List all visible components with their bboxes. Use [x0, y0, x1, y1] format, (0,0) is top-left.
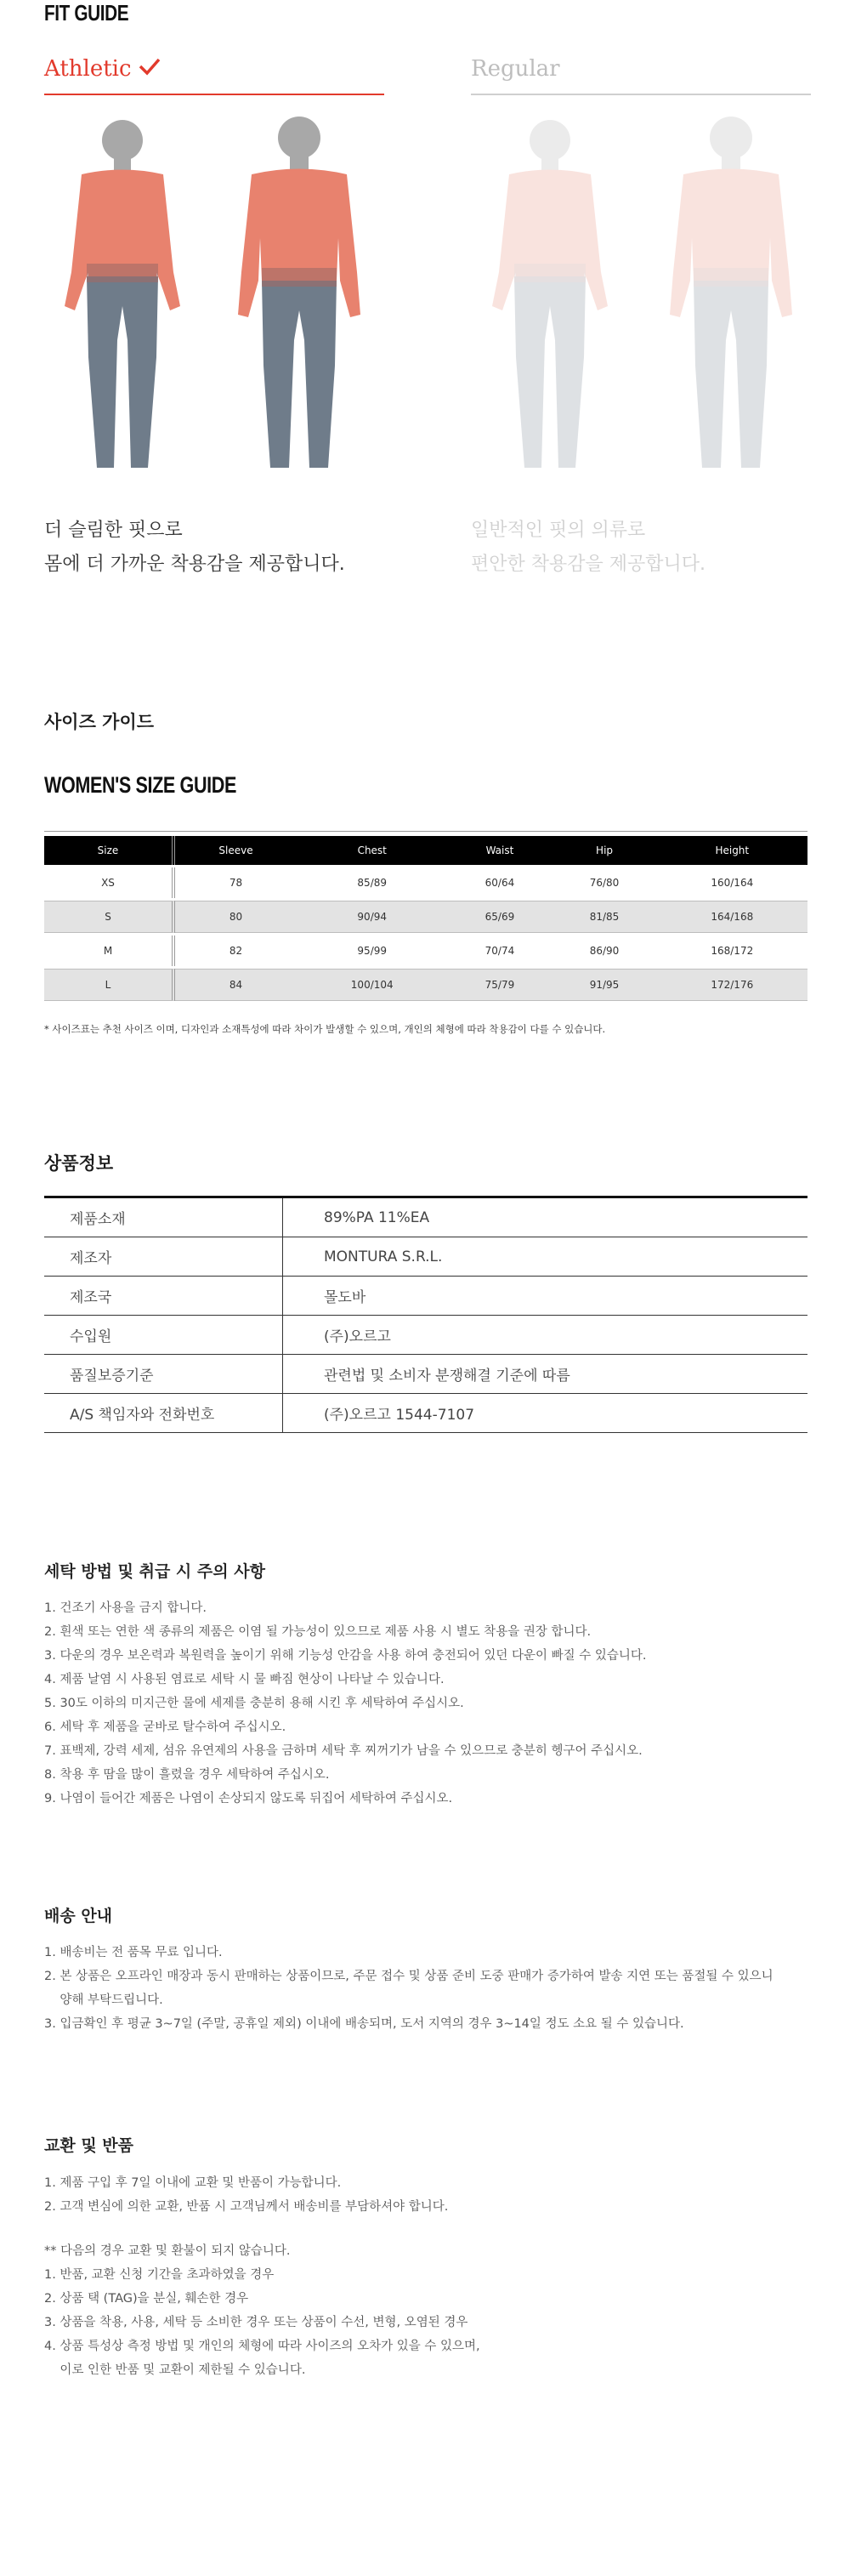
table-row	[44, 901, 808, 933]
col-header: Waist	[447, 836, 552, 865]
table-cell: 76/80	[589, 877, 620, 889]
table-cell: 160/164	[711, 877, 754, 889]
athletic-description: 더 슬림한 핏으로 몸에 더 가까운 착용감을 제공합니다.	[44, 520, 345, 575]
shipping-heading: 배송 안내	[44, 1907, 113, 1925]
col-header: Size	[44, 836, 175, 865]
product-info-table	[44, 1196, 808, 1433]
list-item: 1. 배송비는 전 품목 무료 입니다.	[44, 1946, 223, 1959]
table-cell: 82	[229, 945, 243, 957]
check-icon	[139, 57, 161, 76]
size-guide-heading: 사이즈 가이드	[44, 712, 155, 732]
table-cell: 100/104	[297, 969, 447, 1001]
info-value: 89%PA 11%EA	[324, 1208, 430, 1226]
fit-figures	[44, 111, 808, 485]
table-cell: 65/69	[447, 901, 552, 933]
table-row	[44, 1316, 808, 1355]
info-key: 제품소재	[44, 1198, 283, 1237]
table-cell: 168/172	[711, 945, 754, 957]
tab-athletic-label: Athletic	[44, 56, 132, 82]
table-row	[44, 1198, 808, 1237]
list-item: 양해 부탁드립니다.	[44, 1993, 163, 2007]
table-cell: L	[44, 969, 175, 1001]
list-item: 6. 세탁 후 제품을 굳바로 탈수하여 주십시오.	[44, 1720, 286, 1734]
info-value: 관련법 및 소비자 분쟁해결 기준에 따름	[324, 1368, 570, 1385]
list-item: 8. 착용 후 땀을 많이 흘렸을 경우 세탁하여 주십시오.	[44, 1768, 330, 1782]
size-note: * 사이즈표는 추천 사이즈 이며, 디자인과 소재특성에 따라 차이가 발생할 수 있으며, 개인의 체형에 따라 착용감이 다를 수 있습니다.	[44, 1023, 606, 1035]
table-cell: 91/95	[552, 969, 657, 1001]
size-table-header	[44, 836, 808, 865]
size-table-top-rule	[44, 831, 808, 832]
info-key: 제조국	[44, 1277, 283, 1315]
table-row	[44, 867, 808, 898]
info-value: (주)오르고	[324, 1328, 391, 1345]
athletic-female-figure	[65, 120, 180, 468]
returns-exceptions-list	[44, 2239, 480, 2382]
table-row	[44, 969, 808, 1001]
table-cell: 86/90	[589, 945, 620, 957]
tab-athletic[interactable]	[44, 48, 384, 95]
regular-female-figure	[492, 120, 608, 468]
table-row	[44, 1237, 808, 1277]
list-item: 1. 건조기 사용을 금지 합니다.	[44, 1601, 207, 1615]
info-value: (주)오르고 1544-7107	[324, 1407, 475, 1424]
info-value: 몰도바	[324, 1289, 366, 1306]
list-item: 1. 반품, 교환 신청 기간을 초과하였을 경우	[44, 2268, 275, 2282]
table-cell: 90/94	[297, 901, 447, 933]
regular-description: 일반적인 핏의 의류로 편안한 착용감을 제공합니다.	[471, 520, 706, 575]
list-item: 2. 본 상품은 오프라인 매장과 동시 판매하는 상품이므로, 주문 접수 및 상품 준비 도중 판매가 증가하여 발송 지연 또는 품절될 수 있으니	[44, 1970, 774, 1983]
table-cell: 84	[175, 969, 297, 1001]
info-key: 품질보증기준	[44, 1355, 283, 1393]
table-cell: 75/79	[447, 969, 552, 1001]
info-key: 제조자	[44, 1237, 283, 1276]
product-info-heading: 상품정보	[44, 1153, 114, 1174]
tab-athletic-underline	[44, 94, 384, 95]
col-header: Height	[657, 836, 808, 865]
list-item: 3. 상품을 착용, 사용, 세탁 등 소비한 경우 또는 상품이 수선, 변형, 오염된 경우	[44, 2316, 468, 2329]
table-cell: 172/176	[657, 969, 808, 1001]
tab-regular-label: Regular	[471, 56, 560, 82]
list-item: 5. 30도 이하의 미지근한 물에 세제를 충분히 용해 시킨 후 세탁하여 주십시오.	[44, 1697, 464, 1710]
washing-list	[44, 1596, 647, 1811]
col-header: Hip	[552, 836, 657, 865]
table-cell: M	[44, 935, 175, 966]
list-item: 3. 다운의 경우 보온력과 복원력을 높이기 위해 기능성 안감을 사용 하여 충전되어 있던 다운이 빠질 수 있습니다.	[44, 1649, 647, 1663]
table-cell: 81/85	[552, 901, 657, 933]
fit-guide-title: FIT GUIDE	[44, 0, 129, 26]
table-row	[44, 935, 808, 966]
list-item: 2. 상품 택 (TAG)을 분실, 훼손한 경우	[44, 2292, 249, 2306]
list-item: 3. 입금확인 후 평균 3~7일 (주말, 공휴일 제외) 이내에 배송되며, 도서 지역의 경우 3~14일 정도 소요 될 수 있습니다.	[44, 2017, 684, 2031]
tab-regular-underline	[471, 94, 811, 95]
table-cell: XS	[44, 867, 175, 898]
list-item: 2. 고객 변심에 의한 교환, 반품 시 고객님께서 배송비를 부담하셔야 합니다.	[44, 2200, 449, 2214]
table-cell: 85/89	[357, 877, 388, 889]
table-cell: 80	[175, 901, 297, 933]
info-key: 수입원	[44, 1316, 283, 1354]
returns-list	[44, 2171, 448, 2219]
list-item: 4. 상품 특성상 측정 방법 및 개인의 체형에 따라 사이즈의 오차가 있을 수 있으며,	[44, 2340, 480, 2353]
list-item: ** 다음의 경우 교환 및 환불이 되지 않습니다.	[44, 2244, 291, 2258]
regular-male-figure	[670, 117, 792, 468]
table-row	[44, 1394, 808, 1433]
col-header: Sleeve	[175, 836, 297, 865]
table-cell: S	[44, 901, 175, 933]
womens-size-guide-title: WOMEN'S SIZE GUIDE	[44, 772, 236, 798]
col-header: Chest	[297, 836, 447, 865]
list-item: 7. 표백제, 강력 세제, 섬유 유연제의 사용을 금하며 세탁 후 찌꺼기가 남을 수 있으므로 충분히 헹구어 주십시오.	[44, 1744, 643, 1758]
washing-heading: 세탁 방법 및 취급 시 주의 사항	[44, 1562, 265, 1581]
list-item: 이로 인한 반품 및 교환이 제한될 수 있습니다.	[44, 2363, 306, 2377]
table-row	[44, 1355, 808, 1394]
table-cell: 164/168	[657, 901, 808, 933]
table-cell: 95/99	[357, 945, 388, 957]
athletic-male-figure	[238, 117, 360, 468]
table-cell: 70/74	[484, 945, 515, 957]
info-key: A/S 책임자와 전화번호	[44, 1394, 283, 1432]
shipping-list	[44, 1941, 774, 2036]
returns-heading: 교환 및 반품	[44, 2136, 133, 2155]
list-item: 1. 제품 구입 후 7일 이내에 교환 및 반품이 가능합니다.	[44, 2176, 342, 2190]
table-row	[44, 1277, 808, 1316]
list-item: 9. 나염이 들어간 제품은 나염이 손상되지 않도록 뒤집어 세탁하여 주십시오.	[44, 1792, 453, 1805]
info-value: MONTURA S.R.L.	[324, 1248, 443, 1265]
tab-regular[interactable]	[471, 48, 811, 95]
size-table	[44, 833, 808, 1004]
list-item: 4. 제품 날염 시 사용된 염료로 세탁 시 물 빠짐 현상이 나타날 수 있습니다.	[44, 1673, 445, 1686]
table-cell: 60/64	[484, 877, 515, 889]
table-cell: 78	[229, 877, 243, 889]
list-item: 2. 흰색 또는 연한 색 종류의 제품은 이염 될 가능성이 있으므로 제품 사용 시 별도 착용을 권장 합니다.	[44, 1625, 592, 1639]
